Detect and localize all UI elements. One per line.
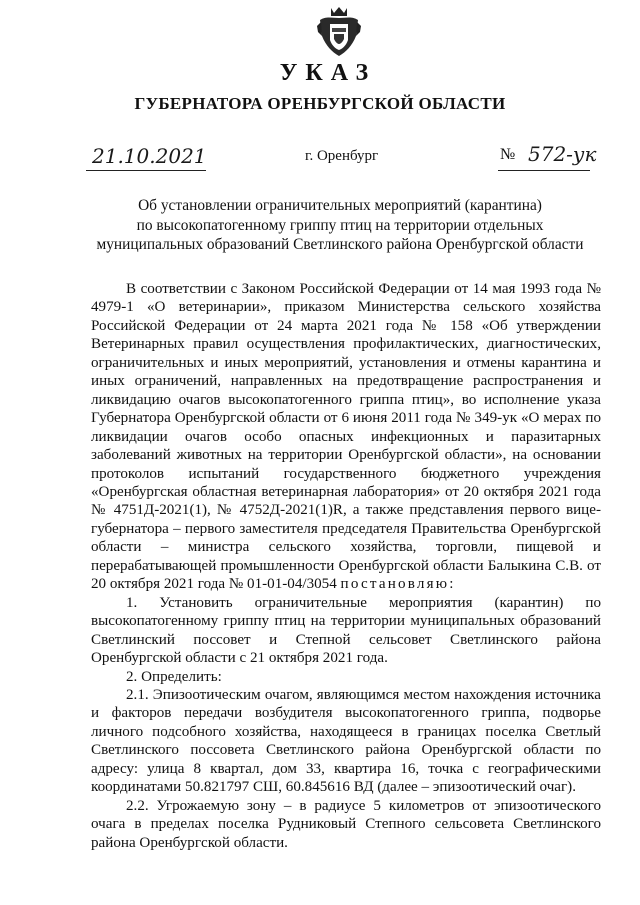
preamble-text: В соответствии с Законом Российской Федерации от 14 мая 1993 года № 4979-1 «О ветеринарии», приказом Министерства сельского хозяйства Российской Федерации от 24 марта 2021 года № 158 «Об утверждении Ветеринарных правил осуществления профилактических, диагностических, ограничительных и иных мероприятий, установления и отмены карантина и иных ограничений, направленных на предотвращение распространения и ликвидацию очагов высокопатогенного гриппа птиц», во исполнение указа Губернатора Оренбургской области от 6 июня 2011 года № 349-ук «О мерах по ликвидации очагов особо опасных инфекционных и паразитарных заболеваний животных на территории Оренбургской области», на основании протоколов испытаний государственного бюджетного учреждения «Оренбургская областная ветеринарная лаборатория» от 20 октября 2021 года № 4751Д-2021(1), № 4752Д-2021(1)R, а также представления первого вице-губернатора – первого заместителя председателя Правительства Оренбургской области – министра сельского хозяйства, торговли, пищевой и перерабатывающей промышленности Оренбургской области Балыкина С.В. от 20 октября 2021 года № 01-01-04/3054 [91,281,601,593]
decree-body [91,280,601,852]
decree-city: г. Оренбург [305,148,379,164]
subject-line: Об установлении ограничительных мероприятий (карантина) [138,197,542,214]
subject-line: по высокопатогенному гриппу птиц на территории отдельных [136,216,544,234]
paragraph-2: 2. Определить: [126,668,222,685]
preamble-paragraph [91,280,601,594]
number-label: № [500,146,516,163]
decree-date: 21.10.2021 [92,144,207,168]
decree-number: 572-ук [528,142,597,166]
paragraph-2-1: 2.1. Эпизоотическим очагом, являющимся местом нахождения источника и факторов передачи возбудителя высокопатогенного гриппа, подворье личного подсобного хозяйства, находящееся в границах поселка Светлый Светлинского поссовета Светлинского района Оренбургской области по адресу: улица 8 квартал, дом 33, квартира 16, точка с географическими координатами 50.821797 СШ, 60.845616 ВД (далее – эпизоотический очаг). [91,686,601,796]
subject-line: муниципальных образований Светлинского района Оренбургской области [96,236,584,253]
coat-of-arms-icon [316,6,362,58]
paragraph-1: 1. Установить ограничительные мероприятия (карантин) по высокопатогенному гриппу птиц на территории муниципальных образований Светлинский поссовет и Степной сельсовет Светлинского района Оренбургской области с 21 октября 2021 года. [91,594,601,667]
decree-word: постановляю: [340,576,456,593]
date-underline [86,170,206,171]
number-underline [498,170,590,171]
decree-subject [70,196,610,255]
decree-title: УКАЗ [279,60,377,86]
decree-subtitle: ГУБЕРНАТОРА ОРЕНБУРГСКОЙ ОБЛАСТИ [134,94,506,113]
paragraph-2-2: 2.2. Угрожаемую зону – в радиусе 5 километров от эпизоотического очага в пределах поселка Рудниковый Степного сельсовета Светлинского района Оренбургской области. [91,797,601,851]
